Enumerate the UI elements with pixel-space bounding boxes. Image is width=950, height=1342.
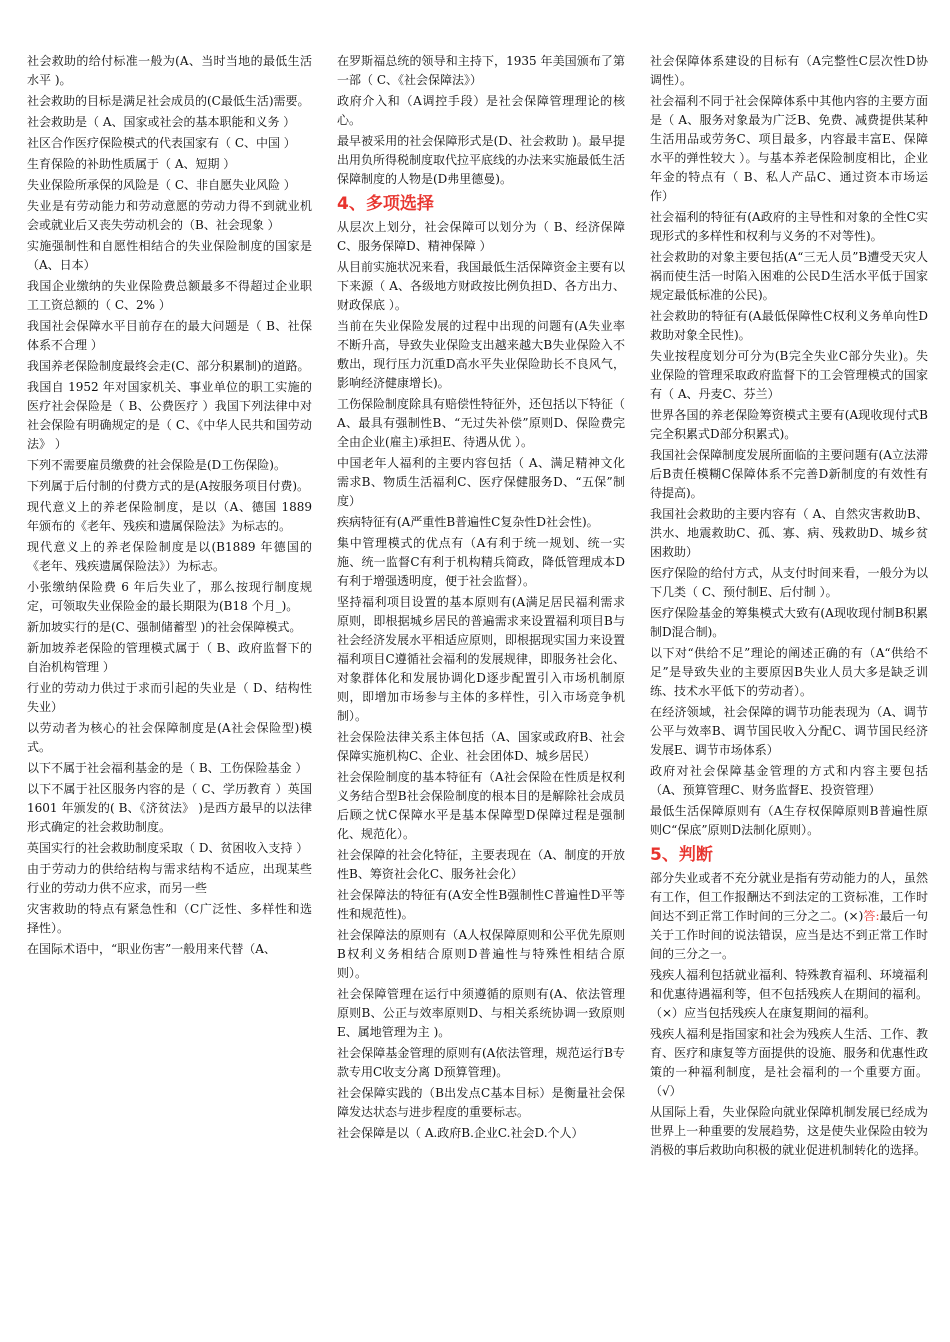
question-item: 从层次上划分，社会保障可以划分为（ B、经济保障C、服务保障D、精神保障 ） xyxy=(337,220,625,253)
question-item: 失业保险所承保的风险是（ C、非自愿失业风险 ） xyxy=(27,178,296,192)
question-item: 行业的劳动力供过于求而引起的失业是（ D、结构性失业） xyxy=(27,681,312,714)
question-item: 社会福利的特征有(A政府的主导性和对象的全性C实现形式的多样性和权利与义务的不对等性)。 xyxy=(650,210,928,243)
column-3 xyxy=(650,52,928,1162)
question-item: 社会保障基金管理的原则有(A依法管理，规范运行B专款专用C收支分离 D预算管理)。 xyxy=(337,1046,625,1079)
column-1 xyxy=(27,52,312,961)
question-item: 社会保险法律关系主体包括（A、国家或政府B、社会保障实施机构C、企业、社会团体D、城乡居民） xyxy=(337,730,625,763)
question-item: 社会保险制度的基本特征有（A社会保险在性质是权利义务结合型B社会保险制度的根本目的是解除社会成员后顾之忧C保障水平是基本保障型D保障过程是强制化、规范化）。 xyxy=(337,770,625,841)
question-item: 灾害救助的特点有紧急性和（C广泛性、多样性和选择性）。 xyxy=(27,902,312,935)
question-item: 社会福利不同于社会保障体系中其他内容的主要方面是（ A、服务对象最为广泛B、免费、减费提供某种生活用品或劳务C、项目最多，内容最丰富E、保障水平的弹性较大 ）。与基本养老保险制度相比，企业年金的特点有（ B、私人产品C、通过资本市场运作） xyxy=(650,94,928,203)
judgement-item xyxy=(650,869,928,964)
question-item: 医疗保险基金的筹集模式大致有(A现收现付制B积累制D混合制)。 xyxy=(650,606,928,639)
question-item: 社会保障是以（ A.政府B.企业C.社会D.个人） xyxy=(337,1126,584,1140)
column-2 xyxy=(337,52,625,1145)
question-item: 我国社会保障制度发展所面临的主要问题有(A立法滞后B责任模糊C保障体系不完善D新制度的有效性有待提高)。 xyxy=(650,448,928,500)
judgement-answer: 最后一句关于工作时间的说法错误，应当是达不到正常工作时间的三分之一。 xyxy=(650,909,928,961)
judgement-section xyxy=(650,869,928,1160)
question-item: 由于劳动力的供给结构与需求结构不适应，出现某些行业的劳动力供不应求，而另一些 xyxy=(27,862,312,895)
question-item: 医疗保险的给付方式，从支付时间来看，一般分为以下几类（ C、预付制E、后付制 ）。 xyxy=(650,566,928,599)
question-item: 失业按程度划分可分为(B完全失业C部分失业)。失业保险的管理采取政府监督下的工会管理模式的国家有（ A、丹麦C、芬兰） xyxy=(650,349,928,401)
question-item: 生育保险的补助性质属于（ A、短期 ） xyxy=(27,157,236,171)
answer-label: 答: xyxy=(863,909,880,923)
question-item: 现代意义上的养老保险制度，是以（A、德国 1889 年颁布的《老年、残疾和遗属保险法》为标志的。 xyxy=(27,500,312,533)
judgement-item: 残疾人福利是指国家和社会为残疾人生活、工作、教育、医疗和康复等方面提供的设施、服务和优惠性政策的一种福利制度，是社会福利的一个重要方面。（√） xyxy=(650,1027,928,1098)
question-item: 社会保障体系建设的目标有（A完整性C层次性D协调性）。 xyxy=(650,54,928,87)
question-item: 最低生活保障原则有（A生存权保障原则B普遍性原则C“保底”原则D法制化原则）。 xyxy=(650,804,928,837)
question-item: 社会救助的给付标准一般为(A、当时当地的最低生活水平 )。 xyxy=(27,54,312,87)
question-item: 新加坡养老保险的管理模式属于（ B、政府监督下的自治机构管理 ） xyxy=(27,641,312,674)
question-item: 英国实行的社会救助制度采取（ D、贫困收入支持 ） xyxy=(27,841,309,855)
section-heading-judgement: 5、判断 xyxy=(650,845,713,865)
question-item: 工伤保险制度除具有赔偿性特征外，还包括以下特征（ A、最具有强制性B、“无过失补偿”原则D、保险费完全由企业(雇主)承担E、待遇从优 ）。 xyxy=(337,397,626,449)
question-item: 集中管理模式的优点有（A有利于统一规划、统一实施、统一监督C有利于机构精兵简政，降低管理成本D有利于增强透明度，便于社会监督）。 xyxy=(337,536,625,588)
column-2-top xyxy=(337,52,625,189)
question-item: 在经济领域，社会保障的调节功能表现为（A、调节公平与效率B、调节国民收入分配C、调节国民经济发展E、调节市场体系） xyxy=(650,705,928,757)
question-item: 中国老年人福利的主要内容包括（ A、满足精神文化需求B、物质生活福利C、医疗保健服务D、“五保”制度） xyxy=(337,456,625,508)
question-item: 以下不属于社会福利基金的是（ B、工伤保险基金 ） xyxy=(27,761,308,775)
question-item: 社会保障的社会化特征，主要表现在（A、制度的开放性B、筹资社会化C、服务社会化） xyxy=(337,848,625,881)
question-item: 小张缴纳保险费 6 年后失业了，那么按现行制度规定，可领取失业保险金的最长期限为(B18 个月_)。 xyxy=(27,580,312,613)
question-item: 我国企业缴纳的失业保险费总额最多不得超过企业职工工资总额的（ C、2% ） xyxy=(27,279,312,312)
question-item: 以劳动者为核心的社会保障制度是(A社会保险型)模式。 xyxy=(27,721,312,754)
column-2-bottom xyxy=(337,218,625,1143)
question-item: 从目前实施状况来看，我国最低生活保障资金主要有以下来源（ A、各级地方财政按比例负担D、各方出力、财政保底 ）。 xyxy=(337,260,626,312)
judgement-item: 残疾人福利包括就业福利、特殊教育福利、环境福利和优惠待遇福利等，但不包括残疾人在期间的福利。（×）应当包括残疾人在康复期间的福利。 xyxy=(650,968,928,1020)
question-item: 社会救助的特征有(A最低保障性C权利义务单向性D救助对象全民性)。 xyxy=(650,309,928,342)
question-item: 下列属于后付制的付费方式的是(A按服务项目付费)。 xyxy=(27,479,310,493)
question-item: 现代意义上的养老保险制度是以(B1889 年德国的《老年、残疾遗属保险法》）为标志。 xyxy=(27,540,312,573)
question-item: 最早被采用的社会保障形式是(D、社会救助 )。最早提出用负所得税制度取代拉平底线的办法来实施最低生活保障制度的人物是(D弗里德曼)。 xyxy=(337,134,626,186)
question-item: 当前在失业保险发展的过程中出现的问题有(A失业率不断升高，导致失业保险支出越来越大B失业保险入不敷出，现行压力沉重D高水平失业保险助长不良风气，影响经济健康增长)。 xyxy=(337,319,625,390)
question-item: 在国际术语中，“职业伤害”一般用来代替（A、 xyxy=(27,942,276,956)
question-item: 失业是有劳动能力和劳动意愿的劳动力得不到就业机会或就业后又丧失劳动机会的（B、社会现象 ） xyxy=(27,199,312,232)
question-item: 实施强制性和自愿性相结合的失业保险制度的国家是（A、日本） xyxy=(27,239,312,272)
question-item: 社会救助的目标是满足社会成员的(C最低生活)需要。 xyxy=(27,94,310,108)
judgement-question: 部分失业或者不充分就业是指有劳动能力的人，虽然有工作，但工作报酬达不到法定的工资标准，工作时间达不到正常工作时间的三分之二。(×) xyxy=(650,871,928,923)
question-item: 社会保障法的原则有（A人权保障原则和公平优先原则B权利义务相结合原则D普遍性与特殊性相结合原则）。 xyxy=(337,928,625,980)
question-item: 社会救助的对象主要包括(A“三无人员”B遭受天灾人祸而使生活一时陷入困难的公民D生活水平低于国家规定最低标准的公民)。 xyxy=(650,250,928,302)
question-item: 社区合作医疗保险模式的代表国家有（ C、中国 ） xyxy=(27,136,296,150)
question-item: 我国社会救助的主要内容有（ A、自然灾害救助B、洪水、地震救助C、孤、寡、病、残救助D、城乡贫困救助） xyxy=(650,507,928,559)
question-item: 疾病特征有(A严重性B普遍性C复杂性D社会性)。 xyxy=(337,515,599,529)
question-item: 政府介入和（A调控手段）是社会保障管理理论的核心。 xyxy=(337,94,625,127)
question-item: 社会保障法的特征有(A安全性B强制性C普遍性D平等性和规范性)。 xyxy=(337,888,625,921)
question-item: 以下不属于社区服务内容的是（ C、学历教育 ）英国 1601 年颁发的( B、《济贫法》 )是西方最早的以法律形式确定的社会救助制度。 xyxy=(27,782,312,834)
question-item: 社会保障实践的（B出发点C基本目标）是衡量社会保障发达状态与进步程度的重要标志。 xyxy=(337,1086,625,1119)
question-item: 我国社会保障水平目前存在的最大问题是（ B、社保体系不合理 ） xyxy=(27,319,312,352)
question-item: 我国自 1952 年对国家机关、事业单位的职工实施的医疗社会保险是（ B、公费医疗 ）我国下列法律中对社会保险有明确规定的是（ C、《中华人民共和国劳动法》 ） xyxy=(27,380,312,451)
question-item: 世界各国的养老保险筹资模式主要有(A现收现付式B完全积累式D部分积累式)。 xyxy=(650,408,928,441)
question-item: 在罗斯福总统的领导和主持下，1935 年美国颁布了第一部（ C、《社会保障法》） xyxy=(337,54,625,87)
question-item: 社会救助是（ A、国家或社会的基本职能和义务 ） xyxy=(27,115,296,129)
question-item: 以下对“供给不足”理论的阐述正确的有（A“供给不足”是导致失业的主要原因B失业人员大多是缺乏训练、技术水平低下的劳动者）。 xyxy=(650,646,928,698)
question-item: 新加坡实行的是(C、强制储蓄型 )的社会保障模式。 xyxy=(27,620,302,634)
question-item: 政府对社会保障基金管理的方式和内容主要包括（A、预算管理C、财务监督E、投资管理） xyxy=(650,764,928,797)
question-item: 下列不需要雇员缴费的社会保险是(D工伤保险)。 xyxy=(27,458,286,472)
question-item: 坚持福利项目设置的基本原则有(A满足居民福利需求原则，即根据城乡居民的普遍需求来设置福利项目B与社会经济发展水平相适应原则，即根据现实国力来设置福利项目C遵循社会福利的发展规律，即服务社会化、对象群体化和发展协调化D逐步配置引入市场机制原则，即增加市场参与主体的多样性，引入市场竞争机制）。 xyxy=(337,595,626,723)
question-item: 我国养老保险制度最终会走(C、部分积累制)的道路。 xyxy=(27,359,310,373)
question-item: 社会保障管理在运行中须遵循的原则有(A、依法管理原则B、公正与效率原则D、与相关系统协调一致原则E、属地管理为主 )。 xyxy=(337,987,625,1039)
judgement-item: 从国际上看，失业保险向就业保障机制发展已经成为世界上一种重要的发展趋势，这是使失业保险由较为消极的事后救助向积极的就业促进机制转化的选择。 xyxy=(650,1105,928,1157)
section-heading-multiple-choice: 4、多项选择 xyxy=(337,194,434,214)
column-3-top xyxy=(650,52,928,840)
